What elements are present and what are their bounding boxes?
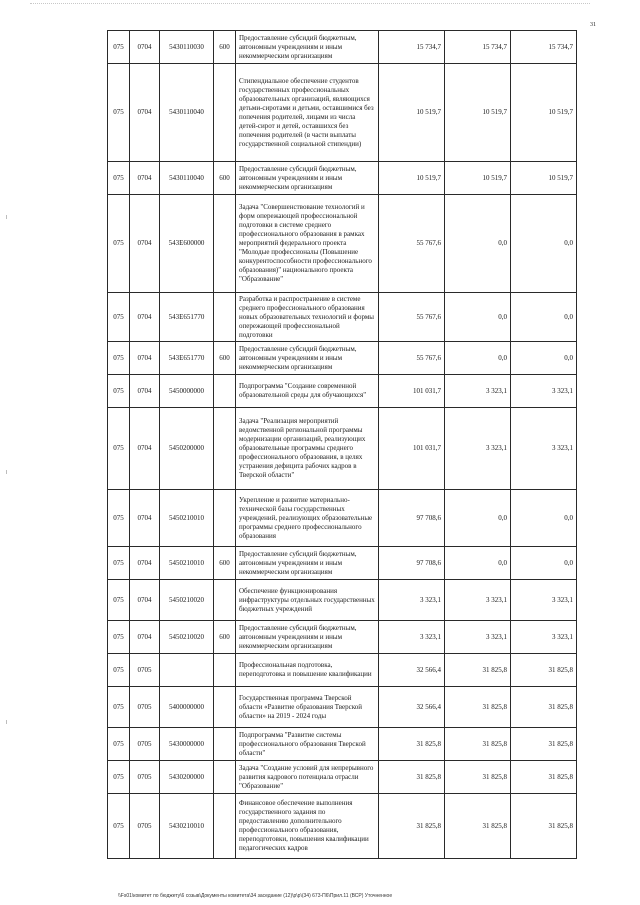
- target-item-cell: 5430000000: [160, 728, 214, 761]
- expense-type-cell: [214, 375, 236, 408]
- amount-year1-cell: 101 031,7: [379, 375, 445, 408]
- target-item-cell: 543Е651770: [160, 342, 214, 375]
- table-row: [108, 342, 577, 375]
- amount-year1-cell: 55 767,6: [379, 293, 445, 342]
- expense-type-cell: [214, 761, 236, 794]
- item-name-cell: Стипендиальное обеспечение студентов государственных профессиональных образовательных организаций, являющихся детьми-сиротами и детьми, оставшимися без попечения родителей, лицами из числа детей-сирот и детей, оставшихся без попечения родителей (в части выплаты государственной социальной стипендии): [236, 64, 379, 162]
- admin-code-cell: 075: [108, 547, 130, 580]
- item-name-cell: Финансовое обеспечение выполнения государственного задания по предоставлению дополнительного профессионального образования, переподготовки, повышения квалификации педагогических кадров: [236, 794, 379, 859]
- amount-year1-cell: 97 708,6: [379, 547, 445, 580]
- amount-year1-cell: 32 566,4: [379, 687, 445, 728]
- amount-year3-cell: 3 323,1: [511, 408, 577, 490]
- section-code-cell: 0704: [130, 621, 160, 654]
- admin-code-cell: 075: [108, 31, 130, 64]
- table-row: [108, 621, 577, 654]
- item-name-cell: Подпрограмма "Создание современной образовательной среды для обучающихся": [236, 375, 379, 408]
- section-code-cell: 0704: [130, 490, 160, 547]
- admin-code-cell: 075: [108, 654, 130, 687]
- target-item-cell: 5400000000: [160, 687, 214, 728]
- amount-year3-cell: 0,0: [511, 195, 577, 293]
- item-name-cell: Профессиональная подготовка, переподготовка и повышение квалификации: [236, 654, 379, 687]
- table-row: [108, 293, 577, 342]
- expense-type-cell: [214, 794, 236, 859]
- target-item-cell: 5430110030: [160, 31, 214, 64]
- amount-year2-cell: 3 323,1: [445, 621, 511, 654]
- amount-year1-cell: 15 734,7: [379, 31, 445, 64]
- admin-code-cell: 075: [108, 580, 130, 621]
- amount-year1-cell: 31 825,8: [379, 728, 445, 761]
- section-code-cell: 0704: [130, 580, 160, 621]
- expense-type-cell: [214, 195, 236, 293]
- admin-code-cell: 075: [108, 342, 130, 375]
- amount-year2-cell: 31 825,8: [445, 794, 511, 859]
- target-item-cell: 5450000000: [160, 375, 214, 408]
- amount-year2-cell: 0,0: [445, 195, 511, 293]
- expense-type-cell: [214, 408, 236, 490]
- item-name-cell: Задача "Создание условий для непрерывного развития кадрового потенциала отрасли "Образование": [236, 761, 379, 794]
- admin-code-cell: 075: [108, 794, 130, 859]
- amount-year1-cell: 3 323,1: [379, 580, 445, 621]
- section-code-cell: 0705: [130, 728, 160, 761]
- amount-year1-cell: 3 323,1: [379, 621, 445, 654]
- amount-year3-cell: 31 825,8: [511, 794, 577, 859]
- table-row: [108, 728, 577, 761]
- amount-year3-cell: 3 323,1: [511, 375, 577, 408]
- section-code-cell: 0704: [130, 408, 160, 490]
- amount-year3-cell: 0,0: [511, 490, 577, 547]
- table-row: [108, 64, 577, 162]
- amount-year2-cell: 0,0: [445, 547, 511, 580]
- amount-year2-cell: 31 825,8: [445, 761, 511, 794]
- table-row: [108, 490, 577, 547]
- expense-type-cell: [214, 728, 236, 761]
- target-item-cell: 5450210020: [160, 580, 214, 621]
- expense-type-cell: [214, 293, 236, 342]
- amount-year3-cell: 3 323,1: [511, 580, 577, 621]
- table-row: [108, 31, 577, 64]
- amount-year1-cell: 31 825,8: [379, 761, 445, 794]
- amount-year1-cell: 32 566,4: [379, 654, 445, 687]
- admin-code-cell: 075: [108, 162, 130, 195]
- target-item-cell: 5450210020: [160, 621, 214, 654]
- table-row: [108, 162, 577, 195]
- item-name-cell: Укрепление и развитие материально-технической базы государственных учреждений, реализующих образовательные программы среднего профессионального образования: [236, 490, 379, 547]
- amount-year2-cell: 0,0: [445, 293, 511, 342]
- item-name-cell: Государственная программа Тверской области «Развитие образования Тверской области» на 2019 - 2024 годы: [236, 687, 379, 728]
- table-row: [108, 547, 577, 580]
- target-item-cell: 5430110040: [160, 64, 214, 162]
- admin-code-cell: 075: [108, 195, 130, 293]
- admin-code-cell: 075: [108, 293, 130, 342]
- section-code-cell: 0705: [130, 654, 160, 687]
- table-row: [108, 687, 577, 728]
- budget-table: [107, 30, 577, 859]
- table-row: [108, 195, 577, 293]
- item-name-cell: Предоставление субсидий бюджетным, автономным учреждениям и иным некоммерческим организациям: [236, 621, 379, 654]
- table-row: [108, 580, 577, 621]
- scan-header-strip: [30, 3, 590, 8]
- item-name-cell: Предоставление субсидий бюджетным, автономным учреждениям и иным некоммерческим организациям: [236, 342, 379, 375]
- expense-type-cell: [214, 490, 236, 547]
- item-name-cell: Предоставление субсидий бюджетным, автономным учреждениям и иным некоммерческим организациям: [236, 162, 379, 195]
- amount-year3-cell: 0,0: [511, 342, 577, 375]
- amount-year3-cell: 10 519,7: [511, 64, 577, 162]
- target-item-cell: 5450200000: [160, 408, 214, 490]
- amount-year2-cell: 3 323,1: [445, 375, 511, 408]
- section-code-cell: 0704: [130, 342, 160, 375]
- item-name-cell: Обеспечение функционирования инфраструктуры отдельных государственных бюджетных учреждений: [236, 580, 379, 621]
- target-item-cell: [160, 654, 214, 687]
- margin-mark: [6, 215, 7, 219]
- amount-year3-cell: 31 825,8: [511, 728, 577, 761]
- target-item-cell: 543Е651770: [160, 293, 214, 342]
- target-item-cell: 543Е600000: [160, 195, 214, 293]
- target-item-cell: 5430210010: [160, 794, 214, 859]
- expense-type-cell: 600: [214, 621, 236, 654]
- page-number: 31: [590, 22, 596, 28]
- amount-year2-cell: 0,0: [445, 342, 511, 375]
- expense-type-cell: [214, 687, 236, 728]
- amount-year2-cell: 31 825,8: [445, 654, 511, 687]
- item-name-cell: Предоставление субсидий бюджетным, автономным учреждениям и иным некоммерческим организациям: [236, 547, 379, 580]
- item-name-cell: Задача "Совершенствование технологий и форм опережающей профессиональной подготовки в системе среднего профессионального образования в рамках мероприятий федерального проекта "Молодые профессионалы (Повышение конкурентоспособности профессионального образования)" национального проекта "Образование": [236, 195, 379, 293]
- target-item-cell: 5450210010: [160, 547, 214, 580]
- amount-year1-cell: 55 767,6: [379, 195, 445, 293]
- amount-year1-cell: 10 519,7: [379, 162, 445, 195]
- amount-year3-cell: 10 519,7: [511, 162, 577, 195]
- amount-year3-cell: 31 825,8: [511, 687, 577, 728]
- target-item-cell: 5430110040: [160, 162, 214, 195]
- amount-year3-cell: 31 825,8: [511, 761, 577, 794]
- table-row: [108, 761, 577, 794]
- table-row: [108, 375, 577, 408]
- amount-year2-cell: 0,0: [445, 490, 511, 547]
- section-code-cell: 0705: [130, 687, 160, 728]
- section-code-cell: 0704: [130, 162, 160, 195]
- admin-code-cell: 075: [108, 64, 130, 162]
- amount-year2-cell: 3 323,1: [445, 580, 511, 621]
- item-name-cell: Разработка и распространение в системе среднего профессионального образования новых образовательных технологий и формы опережающей профессиональной подготовки: [236, 293, 379, 342]
- section-code-cell: 0704: [130, 375, 160, 408]
- amount-year1-cell: 97 708,6: [379, 490, 445, 547]
- expense-type-cell: 600: [214, 342, 236, 375]
- table-row: [108, 408, 577, 490]
- expense-type-cell: [214, 580, 236, 621]
- section-code-cell: 0704: [130, 31, 160, 64]
- amount-year2-cell: 10 519,7: [445, 162, 511, 195]
- amount-year3-cell: 3 323,1: [511, 621, 577, 654]
- expense-type-cell: [214, 654, 236, 687]
- expense-type-cell: 600: [214, 31, 236, 64]
- amount-year2-cell: 10 519,7: [445, 64, 511, 162]
- admin-code-cell: 075: [108, 728, 130, 761]
- expense-type-cell: [214, 64, 236, 162]
- amount-year3-cell: 0,0: [511, 547, 577, 580]
- amount-year1-cell: 31 825,8: [379, 794, 445, 859]
- item-name-cell: Подпрограмма "Развитие системы профессионального образования Тверской области": [236, 728, 379, 761]
- section-code-cell: 0704: [130, 195, 160, 293]
- expense-type-cell: 600: [214, 547, 236, 580]
- amount-year3-cell: 15 734,7: [511, 31, 577, 64]
- item-name-cell: Задача "Реализация мероприятий ведомственной региональной программы модернизации организаций, реализующих образовательные программы среднего профессионального образования, в целях устранения дефицита рабочих кадров в Тверской области": [236, 408, 379, 490]
- section-code-cell: 0704: [130, 293, 160, 342]
- amount-year2-cell: 31 825,8: [445, 687, 511, 728]
- admin-code-cell: 075: [108, 687, 130, 728]
- amount-year1-cell: 10 519,7: [379, 64, 445, 162]
- admin-code-cell: 075: [108, 761, 130, 794]
- target-item-cell: 5430200000: [160, 761, 214, 794]
- file-path-footer: \\Fs01\комитет по бюджету\6 созыв\Документы комитета\34 заседание (12)\р\р\(34) 673-П6\Прил.11 (ВСР) Уточненное: [118, 893, 393, 899]
- section-code-cell: 0704: [130, 547, 160, 580]
- admin-code-cell: 075: [108, 490, 130, 547]
- amount-year3-cell: 0,0: [511, 293, 577, 342]
- amount-year2-cell: 31 825,8: [445, 728, 511, 761]
- admin-code-cell: 075: [108, 621, 130, 654]
- admin-code-cell: 075: [108, 375, 130, 408]
- amount-year1-cell: 101 031,7: [379, 408, 445, 490]
- margin-mark: [6, 720, 7, 724]
- amount-year3-cell: 31 825,8: [511, 654, 577, 687]
- admin-code-cell: 075: [108, 408, 130, 490]
- amount-year1-cell: 55 767,6: [379, 342, 445, 375]
- section-code-cell: 0705: [130, 794, 160, 859]
- table-row: [108, 654, 577, 687]
- item-name-cell: Предоставление субсидий бюджетным, автономным учреждениям и иным некоммерческим организациям: [236, 31, 379, 64]
- target-item-cell: 5450210010: [160, 490, 214, 547]
- section-code-cell: 0705: [130, 761, 160, 794]
- amount-year2-cell: 3 323,1: [445, 408, 511, 490]
- table-row: [108, 794, 577, 859]
- margin-mark: [6, 470, 7, 474]
- section-code-cell: 0704: [130, 64, 160, 162]
- expense-type-cell: 600: [214, 162, 236, 195]
- amount-year2-cell: 15 734,7: [445, 31, 511, 64]
